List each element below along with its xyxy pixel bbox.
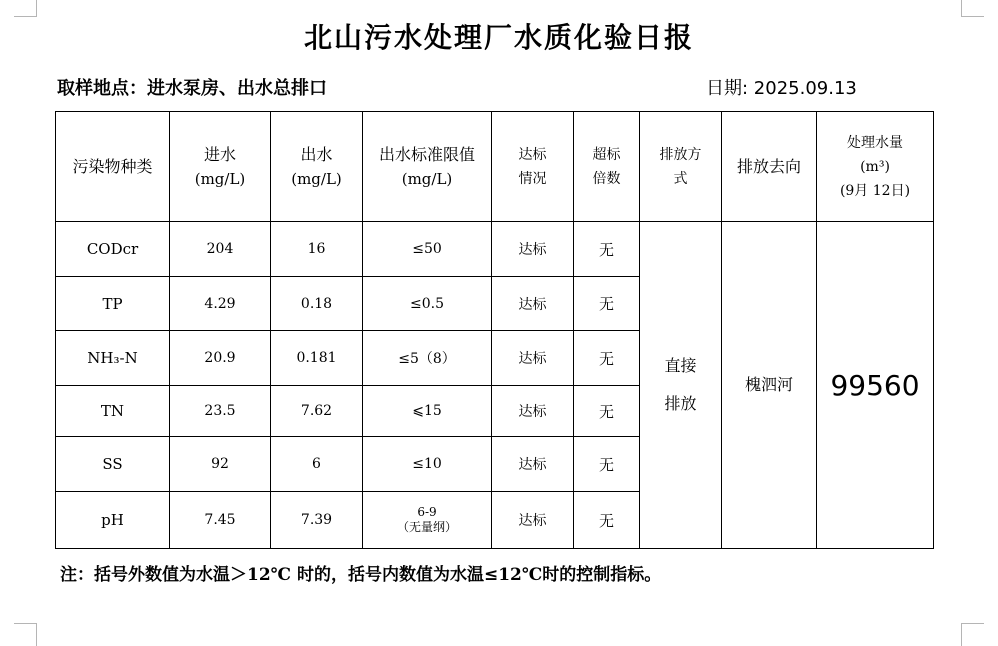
header-discharge-mode-line1: 排放方 bbox=[659, 146, 702, 163]
header-influent bbox=[170, 112, 271, 222]
report-title: 北山污水处理厂水质化验日报 bbox=[303, 21, 694, 54]
row-pollutant: pH bbox=[56, 492, 170, 549]
header-volume-label: 处理水量 bbox=[847, 134, 903, 151]
header-compliance bbox=[492, 112, 574, 222]
row-effluent: 16 bbox=[271, 222, 363, 277]
footnote: 注：括号外数值为水温＞12℃ 时的，括号内数值为水温≤12℃时的控制指标。 bbox=[60, 565, 662, 585]
header-discharge-mode bbox=[640, 112, 722, 222]
header-effluent bbox=[271, 112, 363, 222]
header-compliance-line1: 达标 bbox=[518, 146, 547, 163]
row-exceed: 无 bbox=[574, 437, 640, 492]
row-limit: ≤5（8） bbox=[363, 331, 492, 386]
row-influent: 4.29 bbox=[170, 277, 271, 331]
row-pollutant: CODcr bbox=[56, 222, 170, 277]
header-volume-unit: (m³) bbox=[860, 158, 890, 175]
row-influent: 204 bbox=[170, 222, 271, 277]
page-corner-mark bbox=[961, 623, 984, 646]
header-influent-label: 进水 bbox=[203, 144, 236, 164]
row-exceed: 无 bbox=[574, 222, 640, 277]
row-limit bbox=[363, 492, 492, 549]
row-status: 达标 bbox=[492, 492, 574, 549]
water-quality-table bbox=[55, 111, 934, 549]
row-exceed: 无 bbox=[574, 492, 640, 549]
row-influent: 23.5 bbox=[170, 386, 271, 437]
sampling-location: 取样地点：进水泵房、出水总排口 bbox=[57, 78, 327, 99]
row-effluent: 0.18 bbox=[271, 277, 363, 331]
discharge-mode-line2: 排放 bbox=[664, 394, 697, 413]
header-effluent-unit: (mg/L) bbox=[291, 169, 342, 188]
row-limit: ≤0.5 bbox=[363, 277, 492, 331]
destination-cell: 槐泗河 bbox=[722, 222, 817, 549]
treated-volume-cell: 99560 bbox=[817, 222, 934, 549]
row-exceed: 无 bbox=[574, 277, 640, 331]
header-exceed-line2: 倍数 bbox=[592, 170, 621, 187]
page-corner-mark bbox=[961, 0, 984, 17]
row-effluent: 7.39 bbox=[271, 492, 363, 549]
header-limit-label: 出水标准限值 bbox=[378, 144, 475, 164]
header-volume-date: (9月 12日) bbox=[839, 182, 911, 199]
discharge-mode-cell bbox=[640, 222, 722, 549]
header-exceed-line1: 超标 bbox=[592, 146, 621, 163]
row-limit: ⩽15 bbox=[363, 386, 492, 437]
table-row bbox=[56, 222, 934, 277]
header-volume bbox=[817, 112, 934, 222]
header-discharge-mode-line2: 式 bbox=[673, 170, 688, 187]
header-effluent-label: 出水 bbox=[300, 144, 333, 164]
row-pollutant: TN bbox=[56, 386, 170, 437]
report-date: 日期: 2025.09.13 bbox=[706, 78, 857, 99]
header-destination: 排放去向 bbox=[722, 112, 817, 222]
row-limit-value: 6-9 bbox=[417, 505, 437, 519]
row-status: 达标 bbox=[492, 277, 574, 331]
header-influent-unit: (mg/L) bbox=[194, 169, 246, 188]
row-limit: ≤10 bbox=[363, 437, 492, 492]
row-status: 达标 bbox=[492, 437, 574, 492]
row-status: 达标 bbox=[492, 386, 574, 437]
row-status: 达标 bbox=[492, 331, 574, 386]
page-corner-mark bbox=[14, 623, 37, 646]
discharge-mode-line1: 直接 bbox=[664, 356, 697, 375]
row-influent: 20.9 bbox=[170, 331, 271, 386]
row-influent: 92 bbox=[170, 437, 271, 492]
page-corner-mark bbox=[14, 0, 37, 17]
row-effluent: 7.62 bbox=[271, 386, 363, 437]
row-exceed: 无 bbox=[574, 331, 640, 386]
header-limit-unit: (mg/L) bbox=[401, 169, 453, 188]
row-limit: ≤50 bbox=[363, 222, 492, 277]
header-limit bbox=[363, 112, 492, 222]
row-pollutant: SS bbox=[56, 437, 170, 492]
header-exceed bbox=[574, 112, 640, 222]
row-exceed: 无 bbox=[574, 386, 640, 437]
row-effluent: 6 bbox=[271, 437, 363, 492]
header-compliance-line2: 情况 bbox=[518, 170, 547, 187]
row-pollutant: TP bbox=[56, 277, 170, 331]
table-header-row bbox=[56, 112, 934, 222]
row-influent: 7.45 bbox=[170, 492, 271, 549]
header-pollutant: 污染物种类 bbox=[56, 112, 170, 222]
row-effluent: 0.181 bbox=[271, 331, 363, 386]
row-status: 达标 bbox=[492, 222, 574, 277]
row-limit-note: （无量纲） bbox=[396, 520, 457, 534]
row-pollutant: NH₃-N bbox=[56, 331, 170, 386]
